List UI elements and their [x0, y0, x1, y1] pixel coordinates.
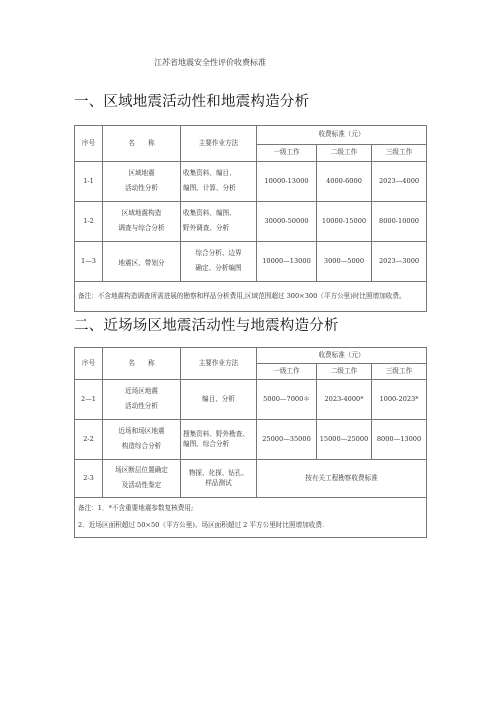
row-name-line: 地震区、带划分	[118, 259, 165, 268]
row-merged-fee: 按有关工程勘察收费标准	[257, 460, 427, 498]
header-method: 主要作业方法	[181, 126, 257, 162]
row-method: 编目、分析	[181, 380, 257, 420]
table-row	[75, 242, 427, 282]
header-grade-2: 二级工作	[317, 364, 372, 380]
row-method-line: 物探、化探、钻孔、	[188, 468, 249, 477]
row-method	[181, 242, 257, 282]
row-grade-1: 25000—35000	[257, 420, 317, 460]
table-row	[75, 460, 427, 498]
row-name	[103, 460, 181, 498]
row-grade-3: 2023—3000	[372, 242, 427, 282]
row-name-line: 近场区地震	[125, 387, 158, 396]
row-seq: 1-1	[75, 162, 103, 202]
row-grade-2: 2023-4000*	[317, 380, 372, 420]
row-grade-2: 4000-6000	[317, 162, 372, 202]
row-method-line: 编图、综合分析	[183, 439, 230, 448]
row-method-line: 综合分析、边界	[195, 249, 242, 258]
row-method	[181, 162, 257, 202]
header-fee: 收费标准（元）	[257, 126, 427, 145]
row-method-line: 样品测试	[205, 478, 232, 487]
row-seq: 1-2	[75, 202, 103, 242]
header-name: 名 称	[103, 126, 181, 162]
header-seq: 序号	[75, 126, 103, 162]
table-note	[75, 498, 427, 538]
header-name: 名 称	[103, 348, 181, 380]
table-row	[75, 380, 427, 420]
row-name-line: 场区断层位置确定	[115, 466, 168, 475]
row-grade-1: 5000—7000＊	[257, 380, 317, 420]
row-method-line: 确定、分析编图	[195, 264, 242, 272]
row-name	[103, 162, 181, 202]
row-grade-2: 3000—5000	[317, 242, 372, 282]
row-method	[181, 420, 257, 460]
section-2-heading: 二、近场场区地震活动性与地震构造分析	[74, 318, 339, 334]
section-1-heading: 一、区域地震活动性和地震构造分析	[74, 94, 310, 110]
row-name	[103, 380, 181, 420]
row-name-line: 近场和场区地震	[118, 427, 165, 436]
fee-table-1	[74, 125, 427, 312]
row-seq: 2-2	[75, 420, 103, 460]
row-grade-3: 8000—13000	[372, 420, 427, 460]
header-seq: 序号	[75, 348, 103, 380]
row-method-line: 收集资料、编图、	[183, 209, 236, 218]
row-name-line: 区域地震构造	[121, 209, 162, 218]
document-title: 江苏省地震安全性评价收费标准	[154, 58, 266, 67]
header-method: 主要作业方法	[181, 348, 257, 380]
row-seq: 1—3	[75, 242, 103, 282]
row-name-line: 区域地震	[128, 169, 155, 178]
row-method-line: 搜集资料、野外勘查、	[183, 429, 249, 438]
header-grade-3: 三级工作	[372, 364, 427, 380]
row-name	[103, 202, 181, 242]
row-grade-3: 2023—4000	[372, 162, 427, 202]
row-method-line: 收集资料、编目、	[183, 169, 236, 178]
row-grade-1: 10000-13000	[257, 162, 317, 202]
row-seq: 2-3	[75, 460, 103, 498]
table-note: 备注：不含地震构造调查所需进展的勘察和样品分析费用,区域范围超过 300×300（平方公里)时比照增加收费。	[75, 282, 427, 312]
table-row	[75, 162, 427, 202]
row-name	[103, 242, 181, 282]
note-line: 2．近场区面积超过 50×50（平方公里)、场区面积超过 2 平方公里时比照增加收费.	[78, 521, 325, 529]
row-name	[103, 420, 181, 460]
header-grade-2: 二级工作	[317, 145, 372, 162]
row-grade-2: 15000—25000	[317, 420, 372, 460]
row-method-line: 编图、计算、分析	[183, 184, 236, 192]
row-method	[181, 460, 257, 498]
row-method-line: 野外调查、分析	[183, 224, 230, 232]
row-name-line: 活动性分析	[125, 184, 158, 192]
row-seq: 2—1	[75, 380, 103, 420]
row-name-line: 构造综合分析	[121, 442, 162, 450]
fee-table-2	[74, 347, 427, 538]
row-grade-1: 30000-50000	[257, 202, 317, 242]
row-method	[181, 202, 257, 242]
header-grade-3: 三级工作	[372, 145, 427, 162]
row-name-line: 及活动性鉴定	[121, 481, 162, 489]
header-grade-1: 一级工作	[257, 145, 317, 162]
row-name-line: 调查与综合分析	[118, 224, 165, 232]
row-grade-2: 10000-15000	[317, 202, 372, 242]
header-grade-1: 一级工作	[257, 364, 317, 380]
table-row	[75, 420, 427, 460]
row-grade-3: 8000-10000	[372, 202, 427, 242]
row-grade-3: 1000-2023*	[372, 380, 427, 420]
header-fee: 收费标准（元）	[257, 348, 427, 364]
note-line: 备注：1．*不含重要地震参数复核费用;	[78, 504, 194, 513]
table-row	[75, 202, 427, 242]
row-grade-1: 10000—13000	[257, 242, 317, 282]
row-name-line: 活动性分析	[125, 402, 158, 410]
